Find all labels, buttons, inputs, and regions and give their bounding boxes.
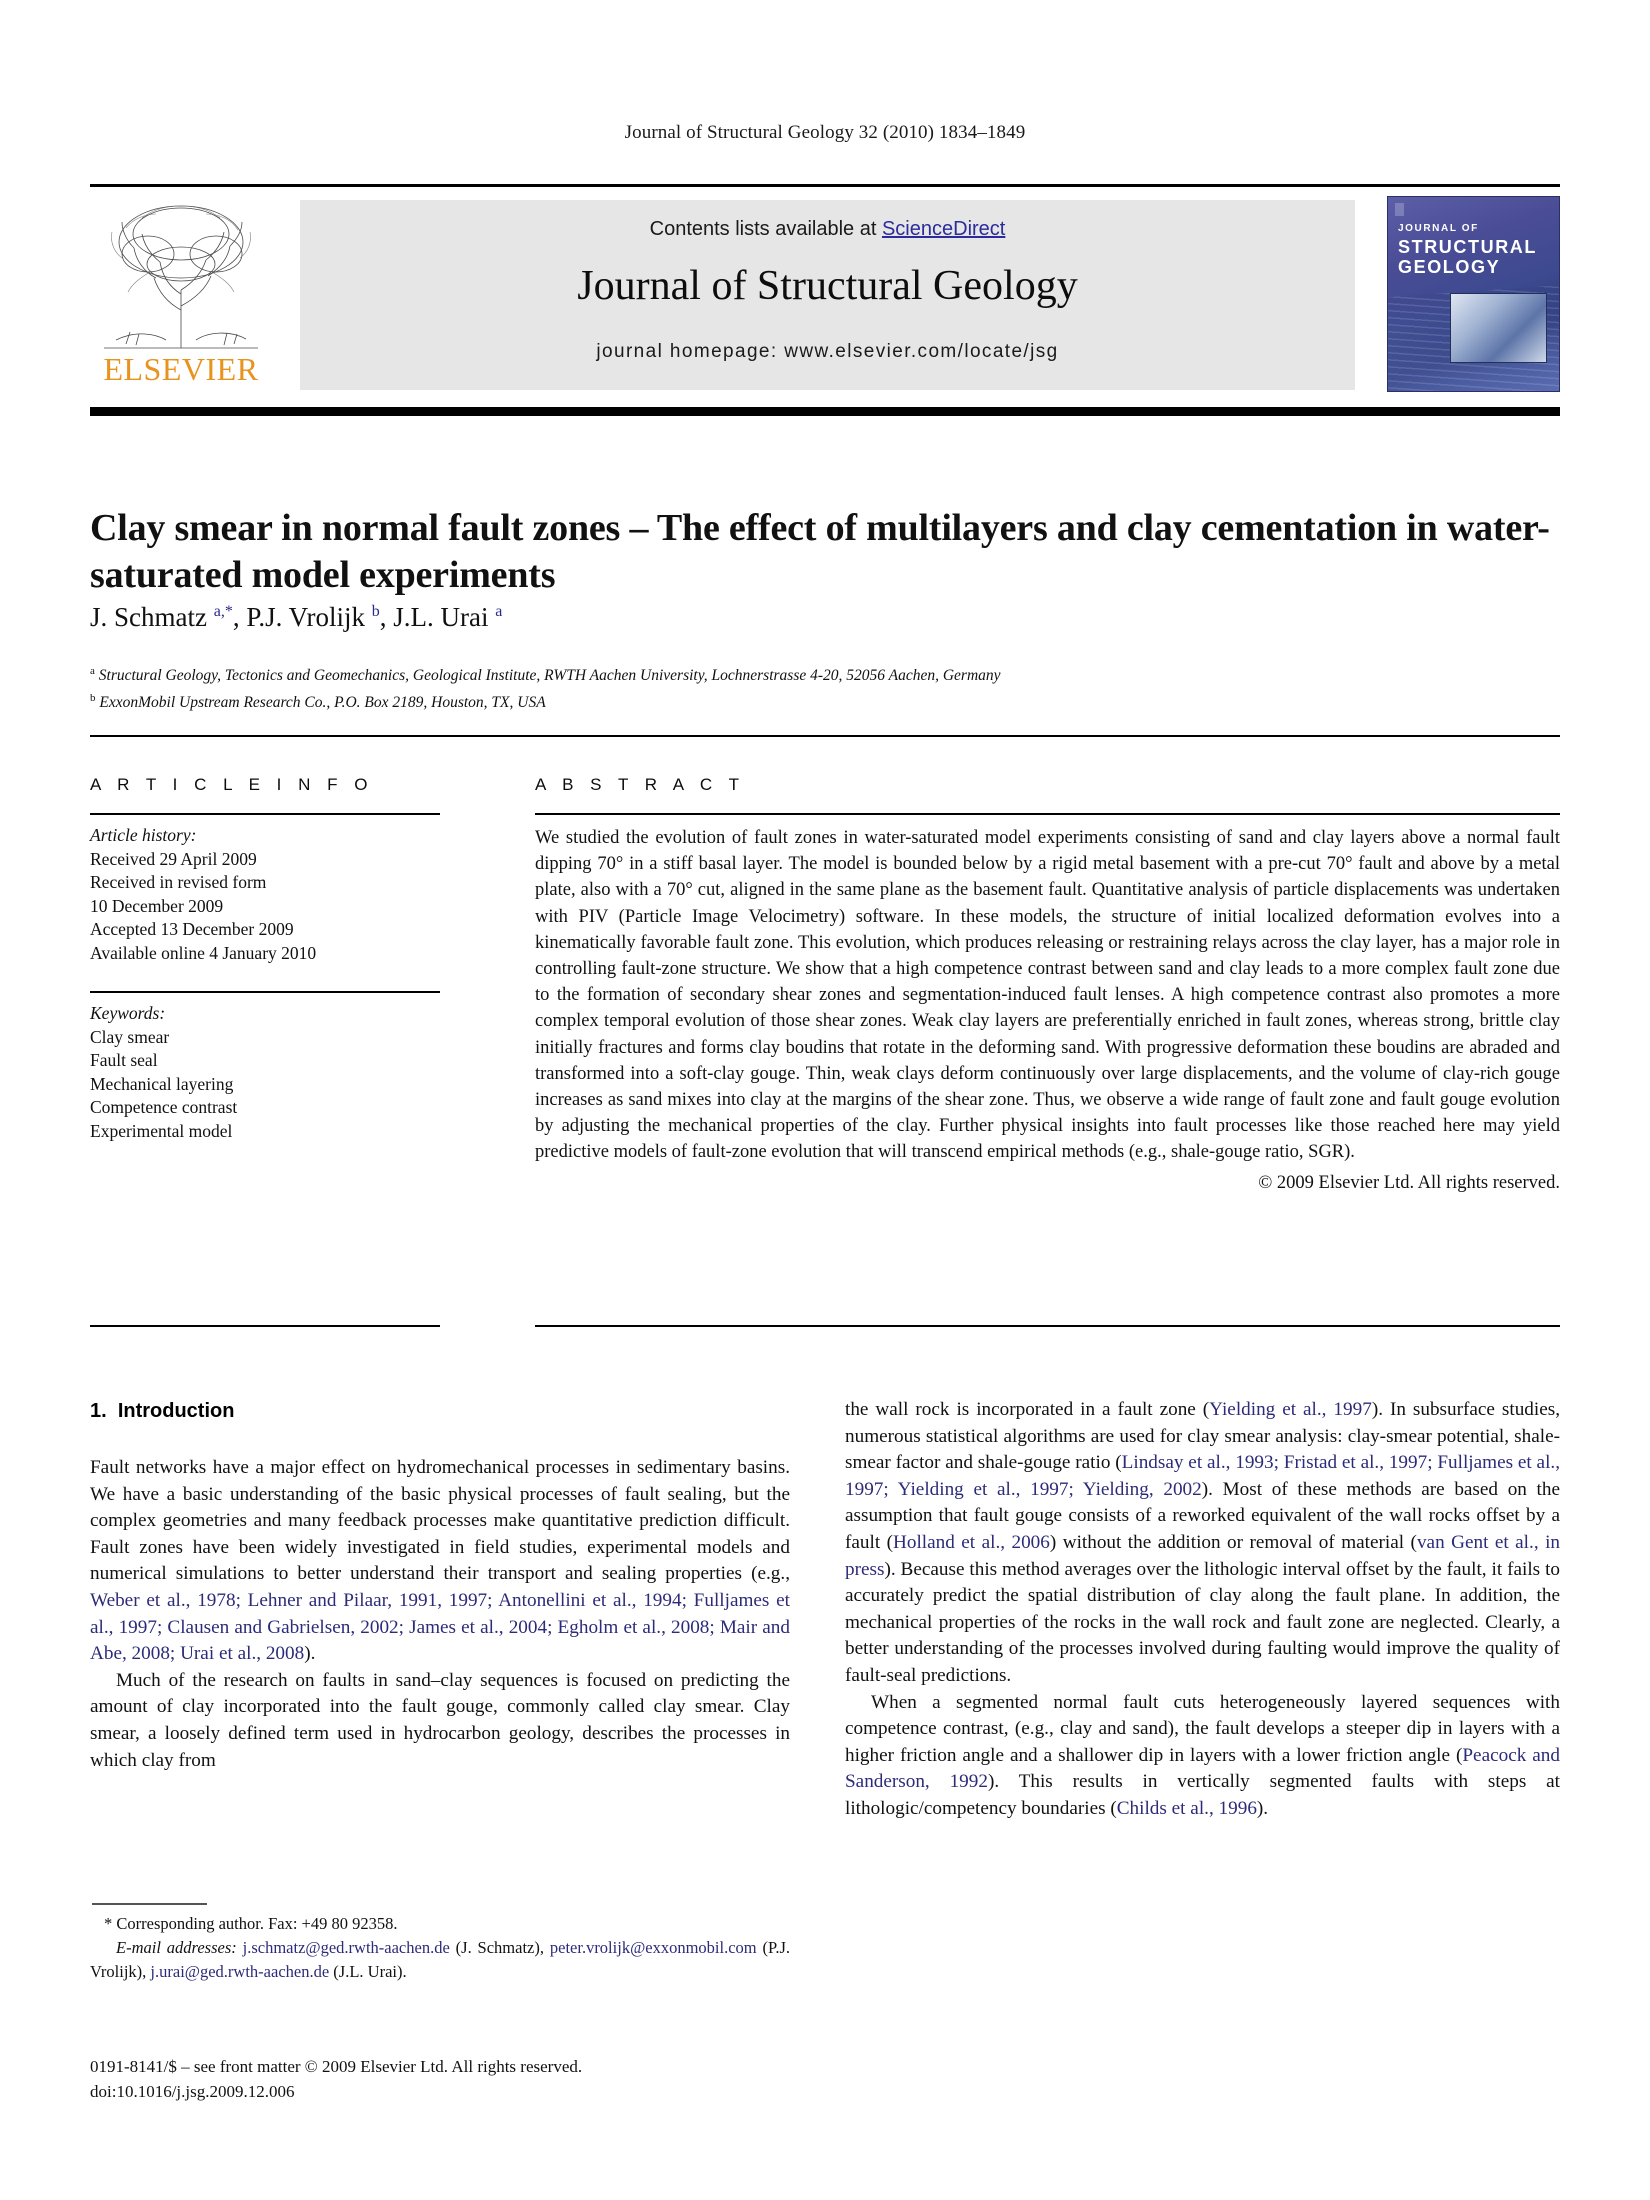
contents-lists-prefix: Contents lists available at xyxy=(649,218,882,240)
journal-banner xyxy=(300,200,1355,390)
abstract-column xyxy=(535,775,1560,1194)
abstract-rule xyxy=(535,813,1560,815)
paragraph: When a segmented normal fault cuts heterogeneously layered sequences with competence contrast, (e.g., clay and sand), the fault develops a steeper dip in layers with a higher friction angle and a shallower dip in layers with a lower friction angle (Peacock and Sanderson, 1992). This results in vertically segmented faults with steps at lithologic/competency boundaries (Childs et al., 1996). xyxy=(845,1691,1560,1819)
keywords-label: Keywords: xyxy=(90,1003,166,1023)
corresponding-author-note: * Corresponding author. Fax: +49 80 92358. xyxy=(104,1914,398,1933)
article-info-heading: A R T I C L E I N F O xyxy=(90,775,374,794)
keywords-rule xyxy=(90,991,440,993)
cover-corner-mark xyxy=(1395,203,1404,216)
abstract-heading: A B S T R A C T xyxy=(535,775,746,794)
paragraph: Much of the research on faults in sand–clay sequences is focused on predicting the amount of clay incorporated into the fault gouge, commonly called clay smear. Clay smear, a loosely defined term used in hydrocarbon geology, describes the processes in which clay from xyxy=(90,1669,790,1771)
affiliation-text: Structural Geology, Tectonics and Geomechanics, Geological Institute, RWTH Aachen University, Lochnerstrasse 4-20, 52056 Aachen, Germany xyxy=(98,667,1001,685)
cover-line-1: JOURNAL OF xyxy=(1398,223,1479,234)
paragraph: the wall rock is incorporated in a fault zone (Yielding et al., 1997). In subsurface studies, numerous statistical algorithms are used for clay smear analysis: clay-smear potential, shale-smear factor and shale-gouge ratio (Lindsay et al., 1993; Fristad et al., 1997; Fulljames et al., 1997; Yielding et al., 1997; Yielding, 2002). Most of these methods are based on the assumption that fault gouge consists of a reworked equivalent of the wall rocks offset by a fault (Holland et al., 2006) without the addition or removal of material (van Gent et al., in press). Because this method averages over the lithologic interval offset by the fault, it fails to accurately predict the spatial distribution of clay along the fault plane. In addition, the mechanical properties of the rocks in the wall rock and fault zone are neglected. Clearly, a better understanding of the processes involved during faulting would improve the quality of fault-seal predictions. xyxy=(845,1399,1561,1686)
article-history-block xyxy=(90,824,440,965)
elsevier-wordmark: ELSEVIER xyxy=(103,351,259,387)
journal-cover-thumbnail[interactable] xyxy=(1387,196,1560,392)
affiliation-item xyxy=(90,660,1560,687)
keywords-block xyxy=(90,1002,440,1143)
keyword-item: Competence contrast xyxy=(90,1097,238,1117)
article-history-item: 10 December 2009 xyxy=(90,895,224,916)
section-title: Introduction xyxy=(117,1400,235,1422)
keyword-item: Clay smear xyxy=(90,1026,170,1047)
front-matter-block xyxy=(90,2054,890,2104)
footnotes xyxy=(90,1912,790,1984)
keyword-item: Experimental model xyxy=(90,1120,233,1141)
journal-title: Journal of Structural Geology xyxy=(577,263,1078,309)
affiliation-divider xyxy=(90,735,1560,737)
body-column-left xyxy=(90,1455,790,1774)
masthead-bottom-rule xyxy=(90,407,1560,416)
affiliation-item xyxy=(90,687,1560,714)
cover-inset-image xyxy=(1450,293,1547,363)
email-addresses-note: E-mail addresses: j.schmatz@ged.rwth-aachen.de (J. Schmatz), peter.vrolijk@exxonmobil.com (P.J. Vrolijk), j.urai@ged.rwth-aachen.de (J.L. Urai). xyxy=(90,1938,791,1981)
keyword-item: Mechanical layering xyxy=(90,1073,234,1094)
masthead-top-rule xyxy=(90,184,1560,187)
affiliation-marker: b xyxy=(90,692,96,705)
affiliations xyxy=(90,660,1560,714)
article-info-bottom-rule xyxy=(90,1325,440,1327)
affiliation-text: ExxonMobil Upstream Research Co., P.O. Box 2189, Houston, TX, USA xyxy=(99,694,546,712)
page-title: Clay smear in normal fault zones – The effect of multilayers and clay cementation in water-saturated model experiments xyxy=(90,507,1550,597)
body-column-right xyxy=(845,1397,1560,1823)
section-heading-introduction xyxy=(90,1400,234,1423)
front-matter-line: 0191-8141/$ – see front matter © 2009 Elsevier Ltd. All rights reserved. xyxy=(90,2057,583,2076)
abstract-bottom-rule xyxy=(535,1325,1560,1327)
article-history-item: Available online 4 January 2010 xyxy=(90,942,317,963)
doi-line: doi:10.1016/j.jsg.2009.12.006 xyxy=(90,2082,295,2101)
article-history-item: Accepted 13 December 2009 xyxy=(90,919,294,939)
elsevier-tree-icon xyxy=(96,198,266,350)
journal-homepage[interactable]: journal homepage: www.elsevier.com/locate/jsg xyxy=(596,341,1059,362)
elsevier-logo xyxy=(90,196,275,396)
cover-line-3: GEOLOGY xyxy=(1398,257,1501,277)
contents-lists-line xyxy=(300,218,1355,241)
abstract-body: We studied the evolution of fault zones in water-saturated model experiments consisting of sand and clay layers above a normal fault dipping 70° in a stiff basal layer. The model is bounded below by a rigid metal basement with a pre-cut 70° fault and above by a metal plate, also with a 70° cut, aligned in the same plane as the basement fault. Quantitative analysis of particle displacements was undertaken with PIV (Particle Image Velocimetry) software. In these models, the structure of initial localized deformation evolves into a kinematically favorable fault zone. This evolution, which produces releasing or restraining relays across the clay layer, has a major role in controlling fault-zone structure. We show that a high competence contrast between sand and clay leads to a more complex fault zone due to the formation of secondary shear zones and segmentation-induced fault lenses. A high competence contrast also promotes a more complex temporal evolution of those shear zones. Weak clay layers are preferentially enriched in fault zones, whereas strong, brittle clay initially fractures and forms clay boudins that rotate in the deforming sand. With progressive deformation these boudins are abraded and transformed into a soft-clay gouge. Thin, weak clays deform continuously over large displacements, and the volume of clay-rich gouge increases as sand mixes into clay at the margins of the shear zone. Thus, we observe a wide range of fault zone and fault gouge evolution by adjusting the mechanical properties of the clay. Further physical insights into fault processes like those reached here may yield predictive models of fault-zone evolution that will transcend empirical methods (e.g., shale-gouge ratio, SGR). xyxy=(535,828,1560,1163)
article-history-label: Article history: xyxy=(90,825,197,845)
keyword-item: Fault seal xyxy=(90,1050,158,1070)
abstract-copyright: © 2009 Elsevier Ltd. All rights reserved. xyxy=(1258,1172,1560,1193)
affiliation-marker: a xyxy=(90,665,95,677)
footnote-divider xyxy=(92,1903,207,1905)
article-info-rule xyxy=(90,813,440,815)
sciencedirect-link[interactable]: ScienceDirect xyxy=(881,218,1006,240)
running-head: Journal of Structural Geology 32 (2010) 1834–1849 xyxy=(624,122,1026,143)
article-history-item: Received 29 April 2009 xyxy=(90,848,257,869)
author-list: J. Schmatz $^{a,*}$, P.J. Vrolijk $^b$, J.L. Urai $^a$ xyxy=(90,602,503,632)
cover-line-2: STRUCTURAL xyxy=(1398,237,1537,257)
paragraph: Fault networks have a major effect on hydromechanical processes in sedimentary basins. We have a basic understanding of the basic physical processes of fault sealing, but the complex geometries and many feedback processes make quantitative prediction difficult. Fault zones have been widely investigated in field studies, experimental models and numerical simulations to better understand their transport and sealing properties (e.g., Weber et al., 1978; Lehner and Pilaar, 1991, 1997; Antonellini et al., 1994; Fulljames et al., 1997; Clausen and Gabrielsen, 2002; James et al., 2004; Egholm et al., 2008; Mair and Abe, 2008; Urai et al., 2008). xyxy=(90,1457,790,1665)
masthead xyxy=(90,196,1560,398)
article-history-item: Received in revised form xyxy=(90,872,267,892)
section-number: 1. xyxy=(90,1400,107,1422)
article-info-column xyxy=(90,775,440,1143)
